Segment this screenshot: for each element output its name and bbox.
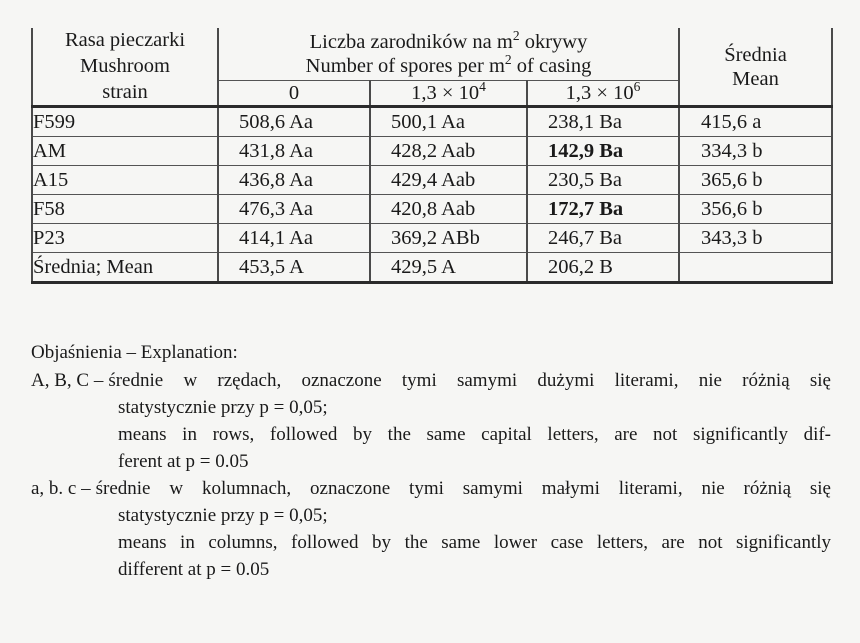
header-spores-group [218, 28, 679, 80]
cell-strain: F58 [32, 195, 218, 224]
cell-mean: 356,6 b [679, 195, 832, 224]
header-spores-pl-sup: 2 [512, 27, 520, 43]
cell-mean-empty [679, 253, 832, 283]
cell-dose-1e4: 500,1 Aa [370, 107, 527, 137]
spore-count-table [31, 28, 833, 284]
explanation-uppercase-line1: średnie w rzędach, oznaczone tymi samymi dużymi literami, nie różnią się [108, 369, 831, 391]
header-spores-en-sup: 2 [504, 52, 512, 68]
explanation-uppercase-key: A, B, C – [31, 369, 104, 391]
explanation-lowercase-line4: different at p = 0.05 [118, 558, 270, 580]
explanation-lowercase-line3: means in columns, followed by the same lower case letters, are not significantly [118, 531, 831, 553]
explanation-title: Objaśnienia – Explanation: [31, 342, 238, 363]
cell-dose-1e4: 369,2 ABb [370, 224, 527, 253]
cell-dose-1e4: 429,4 Aab [370, 166, 527, 195]
cell-strain: A15 [32, 166, 218, 195]
header-strain-line-pl: Rasa pieczarki [64, 29, 186, 51]
cell-mean-dose-0: 453,5 A [218, 253, 370, 283]
table-row [32, 166, 832, 195]
cell-mean: 343,3 b [679, 224, 832, 253]
header-spores-pl-tail: okrywy [519, 30, 588, 53]
cell-mean-dose-1e4: 429,5 A [370, 253, 527, 283]
cell-dose-1e6: 142,9 Ba [527, 137, 679, 166]
header-mean [679, 28, 832, 107]
cell-mean: 365,6 b [679, 166, 832, 195]
cell-dose-0: 414,1 Aa [218, 224, 370, 253]
explanation-uppercase-group [31, 368, 831, 476]
header-spores-pl-text: Liczba zarodników na m [309, 30, 513, 53]
header-spores-group-pl [219, 27, 678, 54]
cell-dose-1e6: 246,7 Ba [527, 224, 679, 253]
header-dose-1e4-base: 1,3 × 10 [411, 81, 480, 104]
header-strain-line-en2: strain [102, 80, 148, 103]
header-row-group [32, 28, 832, 80]
header-dose-1e6 [527, 80, 679, 107]
explanation-uppercase-line2: statystycznie przy p = 0,05; [118, 396, 328, 418]
cell-strain-mean-label: Średnia; Mean [32, 253, 218, 283]
header-mean-en: Mean [732, 67, 779, 90]
header-mushroom-strain [32, 28, 218, 107]
cell-dose-0: 436,8 Aa [218, 166, 370, 195]
cell-strain: AM [32, 137, 218, 166]
cell-dose-0: 431,8 Aa [218, 137, 370, 166]
table-body [32, 107, 832, 283]
explanation-block [31, 340, 831, 584]
explanation-lowercase-group [31, 476, 831, 584]
header-spores-group-en [219, 54, 678, 78]
header-dose-1e6-base: 1,3 × 10 [565, 81, 634, 104]
cell-strain: P23 [32, 224, 218, 253]
explanation-lowercase-first-row [31, 476, 831, 503]
explanation-lowercase-key: a, b. c – [31, 477, 91, 499]
explanation-lowercase-line1: średnie w kolumnach, oznaczone tymi samymi małymi literami, nie różnią się [95, 477, 831, 499]
cell-dose-1e6: 238,1 Ba [527, 107, 679, 137]
explanation-uppercase-first-row [31, 368, 831, 395]
cell-dose-0: 476,3 Aa [218, 195, 370, 224]
explanation-uppercase-line3: means in rows, followed by the same capital letters, are not significantly dif- [118, 423, 831, 445]
cell-mean-dose-1e6: 206,2 B [527, 253, 679, 283]
cell-strain: F599 [32, 107, 218, 137]
table-row-column-means [32, 253, 832, 283]
table-row [32, 195, 832, 224]
header-spores-en-tail: of casing [511, 54, 592, 77]
cell-dose-0: 508,6 Aa [218, 107, 370, 137]
table-row [32, 224, 832, 253]
cell-mean: 334,3 b [679, 137, 832, 166]
header-dose-1e6-sup: 6 [633, 78, 641, 94]
header-dose-1e4 [370, 80, 527, 107]
cell-dose-1e4: 428,2 Aab [370, 137, 527, 166]
cell-dose-1e4: 420,8 Aab [370, 195, 527, 224]
header-spores-en-text: Number of spores per m [305, 54, 505, 77]
cell-mean: 415,6 a [679, 107, 832, 137]
table-row [32, 107, 832, 137]
table-row [32, 137, 832, 166]
header-dose-1e4-sup: 4 [479, 78, 486, 94]
cell-dose-1e6: 172,7 Ba [527, 195, 679, 224]
header-mean-pl: Średnia [724, 43, 787, 66]
explanation-lowercase-line2: statystycznie przy p = 0,05; [118, 504, 328, 526]
cell-dose-1e6: 230,5 Ba [527, 166, 679, 195]
table-header [32, 28, 832, 107]
explanation-uppercase-line4: ferent at p = 0.05 [118, 450, 249, 472]
spore-count-table-container [31, 28, 831, 284]
header-dose-0: 0 [218, 80, 370, 107]
header-strain-line-en1: Mushroom [80, 54, 170, 77]
